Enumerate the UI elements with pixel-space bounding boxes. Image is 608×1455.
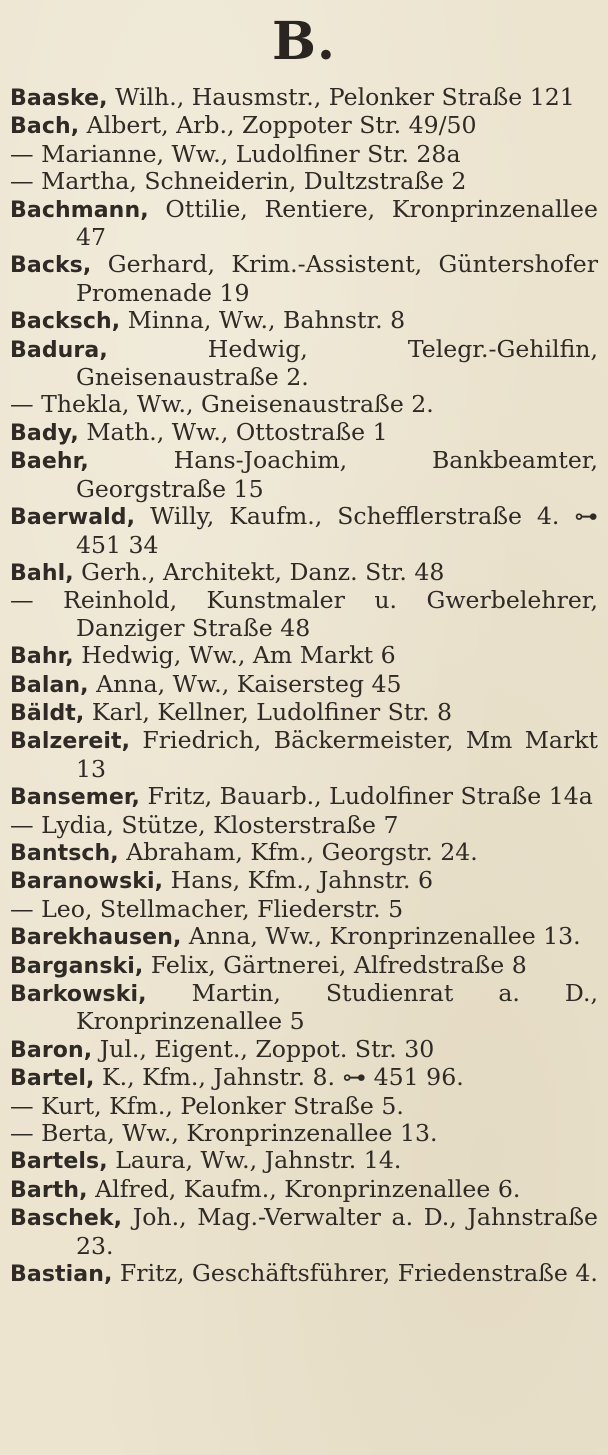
entry-surname: Backsch, [10, 309, 121, 335]
entry-details: — Martha, Schneiderin, Dultzstraße 2 [10, 167, 467, 196]
directory-entry [10, 1204, 598, 1260]
entry-surname: Baschek, [10, 1206, 123, 1232]
entry-details: Minna, Ww., Bahnstr. 8 [120, 306, 406, 335]
directory-entry [10, 336, 598, 392]
entry-surname: Baehr, [10, 449, 89, 475]
directory-entry [10, 112, 598, 140]
entry-details: Friedrich, Bäckermeister, Mm Markt 13 [76, 726, 598, 783]
directory-entry [10, 196, 598, 252]
entry-details: Joh., Mag.-Verwalter a. D., Jahnstraße 23. [76, 1203, 598, 1260]
entry-list [10, 84, 598, 1288]
directory-entry [10, 896, 598, 923]
entry-surname: Barkowski, [10, 982, 147, 1007]
entry-details: Felix, Gärtnerei, Alfredstraße 8 [143, 950, 527, 979]
directory-entry [10, 1260, 598, 1288]
entry-surname: Bastian, [10, 1262, 113, 1288]
entry-details: — Lydia, Stütze, Klosterstraße 7 [10, 810, 399, 839]
entry-details: Fritz, Bauarb., Ludolfiner Straße 14a [140, 782, 593, 811]
entry-surname: Bartels, [10, 1149, 108, 1175]
directory-entry [10, 391, 598, 418]
directory-entry [10, 1036, 598, 1064]
directory-entry [10, 952, 598, 980]
directory-entry [10, 812, 598, 839]
entry-details: Anna, Ww., Kronprinzenallee 13. [181, 922, 581, 951]
entry-details: K., Kfm., Jahnstr. 8. ⊶ 451 96. [94, 1063, 464, 1092]
entry-details: — Marianne, Ww., Ludolfiner Str. 28a [10, 139, 461, 168]
entry-details: Laura, Ww., Jahnstr. 14. [107, 1146, 402, 1175]
directory-entry [10, 783, 598, 811]
entry-details: Ottilie, Rentiere, Kronprinzenallee 47 [76, 194, 598, 252]
entry-surname: Bartel, [10, 1066, 95, 1092]
entry-details: — Reinhold, Kunstmaler u. Gwerbelehrer, Danziger Straße 48 [10, 586, 598, 642]
directory-entry [10, 839, 598, 867]
directory-entry [10, 867, 598, 895]
entry-surname: Bantsch, [10, 840, 119, 866]
directory-entry [10, 727, 598, 783]
entry-details: Abraham, Kfm., Georgstr. 24. [118, 837, 478, 866]
directory-entry [10, 419, 598, 447]
directory-entry [10, 168, 598, 195]
entry-details: — Kurt, Kfm., Pelonker Straße 5. [10, 1091, 404, 1120]
entry-details: Martin, Studienrat a. D., Kronprinzenallee 5 [76, 979, 598, 1036]
entry-details: Hedwig, Ww., Am Markt 6 [73, 641, 396, 670]
entry-surname: Baranowski, [10, 869, 164, 895]
directory-entry [10, 1120, 598, 1147]
directory-entry [10, 642, 598, 670]
directory-entry [10, 1064, 598, 1092]
entry-details: Wilh., Hausmstr., Pelonker Straße 121 [107, 83, 575, 111]
entry-surname: Badura, [10, 337, 108, 363]
directory-entry [10, 1147, 598, 1175]
entry-surname: Barekhausen, [10, 925, 182, 951]
directory-entry [10, 1176, 598, 1204]
entry-details: Gerhard, Krim.-Assistent, Güntershofer Promenade 19 [76, 250, 598, 307]
directory-entry [10, 671, 598, 699]
entry-surname: Baerwald, [10, 505, 136, 531]
entry-details: Fritz, Geschäftsführer, Friedenstraße 4. [112, 1259, 598, 1288]
entry-surname: Bäldt, [10, 700, 85, 726]
entry-surname: Barganski, [10, 953, 144, 979]
entry-details: — Leo, Stellmacher, Fliederstr. 5 [10, 894, 404, 923]
entry-surname: Bady, [10, 420, 79, 446]
directory-entry [10, 141, 598, 168]
directory-entry [10, 447, 598, 503]
entry-details: Hans-Joachim, Bankbeamter, Georgstraße 15 [76, 446, 598, 503]
entry-details: Alfred, Kaufm., Kronprinzenallee 6. [87, 1174, 521, 1203]
entry-surname: Baron, [10, 1037, 93, 1063]
entry-details: Gerh., Architekt, Danz. Str. 48 [73, 557, 445, 586]
entry-surname: Balzereit, [10, 729, 131, 755]
section-letter-heading: B. [271, 11, 337, 72]
entry-details: Willy, Kaufm., Schefflerstraße 4. ⊶ 451 34 [76, 502, 598, 559]
entry-details: Hans, Kfm., Jahnstr. 6 [163, 866, 434, 895]
entry-surname: Bachmann, [10, 197, 149, 223]
entry-surname: Bansemer, [10, 785, 141, 811]
entry-details: Hedwig, Telegr.-Gehilfin, Gneisenaustraße 2. [76, 334, 598, 392]
entry-details: Anna, Ww., Kaisersteg 45 [88, 669, 402, 698]
entry-details: Math., Ww., Ottostraße 1 [78, 417, 388, 446]
entry-surname: Bach, [10, 114, 80, 140]
entry-details: — Berta, Ww., Kronprinzenallee 13. [10, 1119, 438, 1148]
entry-details: — Thekla, Ww., Gneisenaustraße 2. [10, 390, 434, 419]
entry-details: Albert, Arb., Zoppoter Str. 49/50 [79, 111, 477, 140]
directory-entry [10, 587, 598, 642]
entry-surname: Baaske, [10, 86, 108, 111]
directory-entry [10, 699, 598, 727]
entry-surname: Bahr, [10, 644, 74, 670]
entry-surname: Bahl, [10, 560, 74, 586]
directory-entry [10, 503, 598, 559]
directory-entry [10, 251, 598, 307]
directory-entry [10, 1093, 598, 1120]
directory-entry [10, 980, 598, 1036]
directory-entry [10, 307, 598, 335]
entry-surname: Backs, [10, 253, 92, 279]
entry-details: Karl, Kellner, Ludolfiner Str. 8 [84, 697, 453, 726]
directory-entry [10, 84, 598, 112]
directory-entry [10, 559, 598, 587]
entry-details: Jul., Eigent., Zoppot. Str. 30 [92, 1034, 435, 1063]
entry-surname: Barth, [10, 1177, 88, 1203]
entry-surname: Balan, [10, 672, 89, 698]
directory-entry [10, 923, 598, 951]
